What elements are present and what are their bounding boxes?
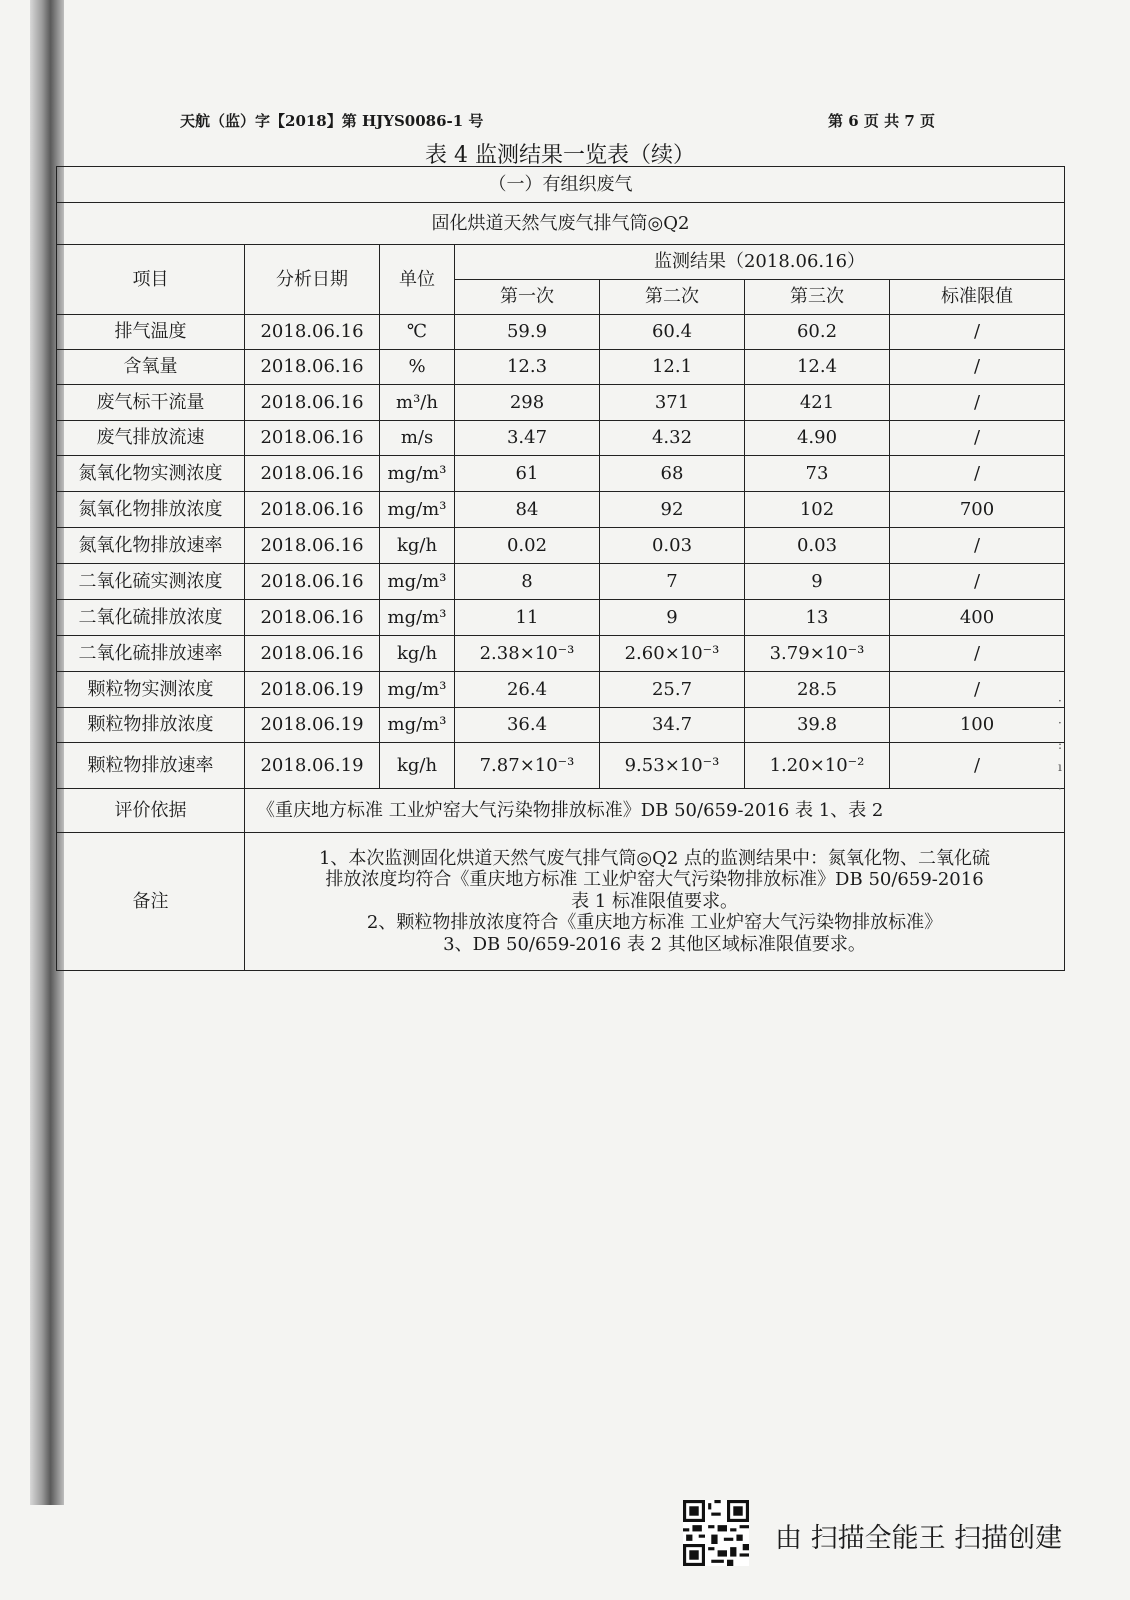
- col-header-item: 项目: [57, 245, 245, 315]
- cell-v3: 39.8: [745, 708, 890, 743]
- cell-v1: 0.02: [455, 528, 600, 564]
- table-row: [57, 350, 1065, 385]
- cell-v1: 298: [455, 385, 600, 421]
- col-header-second: 第二次: [600, 280, 745, 315]
- cell-limit: /: [890, 528, 1065, 564]
- evaluation-label: 评价依据: [57, 789, 245, 833]
- cell-date: 2018.06.16: [245, 492, 380, 528]
- cell-v2: 0.03: [600, 528, 745, 564]
- cell-item: 氮氧化物排放浓度: [57, 492, 245, 528]
- cell-v3: 73: [745, 456, 890, 492]
- monitoring-results-table: [56, 166, 1065, 971]
- cell-v3: 60.2: [745, 315, 890, 350]
- col-header-date: 分析日期: [245, 245, 380, 315]
- cell-unit: mg/m³: [380, 600, 455, 636]
- cell-unit: kg/h: [380, 743, 455, 789]
- cell-unit: kg/h: [380, 636, 455, 672]
- cell-date: 2018.06.16: [245, 456, 380, 492]
- cell-limit: 100: [890, 708, 1065, 743]
- cell-v3: 3.79×10⁻³: [745, 636, 890, 672]
- cell-v3: 28.5: [745, 672, 890, 708]
- cell-v1: 7.87×10⁻³: [455, 743, 600, 789]
- cell-unit: %: [380, 350, 455, 385]
- cell-v2: 34.7: [600, 708, 745, 743]
- cell-unit: mg/m³: [380, 708, 455, 743]
- cell-limit: /: [890, 315, 1065, 350]
- col-header-limit: 标准限值: [890, 280, 1065, 315]
- cell-date: 2018.06.16: [245, 564, 380, 600]
- remark-line: 排放浓度均符合《重庆地方标准 工业炉窑大气污染物排放标准》DB 50/659-2016: [325, 869, 984, 891]
- cell-v3: 13: [745, 600, 890, 636]
- cell-date: 2018.06.16: [245, 385, 380, 421]
- table-row: [57, 385, 1065, 421]
- cell-v3: 102: [745, 492, 890, 528]
- cell-v1: 2.38×10⁻³: [455, 636, 600, 672]
- col-header-first: 第一次: [455, 280, 600, 315]
- table-row: [57, 421, 1065, 456]
- cell-date: 2018.06.16: [245, 350, 380, 385]
- cell-limit: /: [890, 350, 1065, 385]
- cell-item: 含氧量: [57, 350, 245, 385]
- remark-line: 3、DB 50/659-2016 表 2 其他区域标准限值要求。: [443, 933, 866, 955]
- cell-item: 颗粒物排放浓度: [57, 708, 245, 743]
- remarks-label: 备注: [57, 833, 245, 971]
- cell-date: 2018.06.16: [245, 600, 380, 636]
- table-row: [57, 672, 1065, 708]
- cell-v3: 9: [745, 564, 890, 600]
- cell-v2: 2.60×10⁻³: [600, 636, 745, 672]
- table-row: [57, 492, 1065, 528]
- scanner-credit: 由 扫描全能王 扫描创建: [775, 1523, 1063, 1554]
- cell-item: 颗粒物实测浓度: [57, 672, 245, 708]
- table-title: 表 4 监测结果一览表（续）: [425, 143, 695, 168]
- cell-v1: 3.47: [455, 421, 600, 456]
- cell-v2: 4.32: [600, 421, 745, 456]
- table-row: [57, 636, 1065, 672]
- cell-v2: 9: [600, 600, 745, 636]
- cell-v2: 12.1: [600, 350, 745, 385]
- cell-v2: 371: [600, 385, 745, 421]
- cell-v1: 59.9: [455, 315, 600, 350]
- scanner-footer: [683, 1500, 1103, 1566]
- cell-v3: 4.90: [745, 421, 890, 456]
- cell-v3: 421: [745, 385, 890, 421]
- table-row: [57, 708, 1065, 743]
- remark-line: 1、本次监测固化烘道天然气废气排气筒◎Q2 点的监测结果中：氮氧化物、二氧化硫: [318, 847, 991, 869]
- cell-unit: mg/m³: [380, 456, 455, 492]
- remarks-text: [245, 833, 1065, 971]
- cell-v1: 8: [455, 564, 600, 600]
- section-title: （一）有组织废气: [57, 167, 1065, 203]
- cell-unit: kg/h: [380, 528, 455, 564]
- cell-date: 2018.06.19: [245, 743, 380, 789]
- cell-date: 2018.06.16: [245, 528, 380, 564]
- cell-v3: 12.4: [745, 350, 890, 385]
- col-header-third: 第三次: [745, 280, 890, 315]
- cell-v2: 68: [600, 456, 745, 492]
- cell-item: 废气标干流量: [57, 385, 245, 421]
- cell-unit: m³/h: [380, 385, 455, 421]
- table-row: [57, 564, 1065, 600]
- cell-item: 排气温度: [57, 315, 245, 350]
- cell-item: 二氧化硫排放速率: [57, 636, 245, 672]
- cell-limit: 700: [890, 492, 1065, 528]
- cell-unit: mg/m³: [380, 564, 455, 600]
- cell-v1: 11: [455, 600, 600, 636]
- cell-limit: /: [890, 743, 1065, 789]
- cell-limit: /: [890, 456, 1065, 492]
- cell-v1: 12.3: [455, 350, 600, 385]
- col-header-results-group: 监测结果（2018.06.16）: [455, 245, 1065, 280]
- cell-unit: ℃: [380, 315, 455, 350]
- cell-limit: /: [890, 672, 1065, 708]
- cell-v2: 25.7: [600, 672, 745, 708]
- cell-limit: /: [890, 564, 1065, 600]
- cell-limit: /: [890, 421, 1065, 456]
- cell-v2: 7: [600, 564, 745, 600]
- cell-date: 2018.06.16: [245, 421, 380, 456]
- cell-v1: 61: [455, 456, 600, 492]
- evaluation-text: 《重庆地方标准 工业炉窑大气污染物排放标准》DB 50/659-2016 表 1、表 2: [245, 789, 1065, 833]
- cell-v1: 36.4: [455, 708, 600, 743]
- cell-limit: /: [890, 636, 1065, 672]
- remark-line: 2、颗粒物排放浓度符合《重庆地方标准 工业炉窑大气污染物排放标准》: [366, 912, 943, 934]
- cell-unit: mg/m³: [380, 492, 455, 528]
- cell-date: 2018.06.19: [245, 672, 380, 708]
- subsection-title: 固化烘道天然气废气排气筒◎Q2: [57, 203, 1065, 245]
- cell-limit: 400: [890, 600, 1065, 636]
- table-row: [57, 528, 1065, 564]
- remarks-row: [57, 833, 1065, 971]
- table-row: [57, 743, 1065, 789]
- cell-item: 氮氧化物排放速率: [57, 528, 245, 564]
- table-row: [57, 315, 1065, 350]
- col-header-unit: 单位: [380, 245, 455, 315]
- cell-unit: mg/m³: [380, 672, 455, 708]
- cell-v2: 92: [600, 492, 745, 528]
- cell-date: 2018.06.16: [245, 636, 380, 672]
- qr-code-icon: [683, 1500, 749, 1566]
- table-row: [57, 600, 1065, 636]
- cell-v1: 26.4: [455, 672, 600, 708]
- remark-line: 表 1 标准限值要求。: [571, 890, 738, 912]
- cell-item: 颗粒物排放速率: [57, 743, 245, 789]
- cell-item: 二氧化硫排放浓度: [57, 600, 245, 636]
- cell-item: 二氧化硫实测浓度: [57, 564, 245, 600]
- cell-v2: 9.53×10⁻³: [600, 743, 745, 789]
- page-header: [180, 110, 935, 132]
- evaluation-row: [57, 789, 1065, 833]
- cell-v1: 84: [455, 492, 600, 528]
- cell-limit: /: [890, 385, 1065, 421]
- table-row: [57, 456, 1065, 492]
- margin-marks: · · : ı ·: [1058, 694, 1063, 796]
- cell-date: 2018.06.19: [245, 708, 380, 743]
- doc-number: 天航（监）字【2018】第 HJYS0086-1 号: [180, 112, 484, 130]
- cell-date: 2018.06.16: [245, 315, 380, 350]
- cell-v2: 60.4: [600, 315, 745, 350]
- cell-item: 废气排放流速: [57, 421, 245, 456]
- cell-item: 氮氧化物实测浓度: [57, 456, 245, 492]
- cell-v3: 1.20×10⁻²: [745, 743, 890, 789]
- page-info: 第 6 页 共 7 页: [828, 112, 935, 130]
- cell-unit: m/s: [380, 421, 455, 456]
- cell-v3: 0.03: [745, 528, 890, 564]
